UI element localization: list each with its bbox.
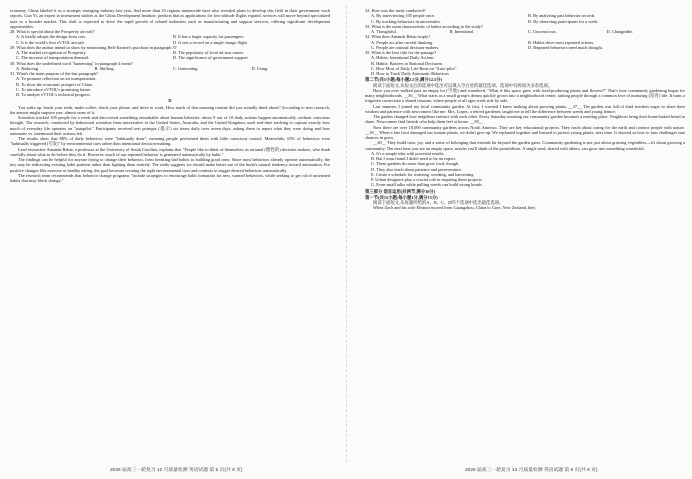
cloze-paragraph: Last summer, I joined my local community garden. At first, I worried I knew nothing about growing plants. __37__ The garden was full of kind teachers eager to share their wisdom and patience with newcomers like me. Mrs. Lopez, a retired gardener, taught me to tell the difference between weeds and young lettuce. [365,103,685,114]
option-d: D. Using. [251,65,269,71]
option-b: B. It has a larger capacity for passengers. [173,34,245,40]
question-33 [365,24,685,35]
option-a: A. Habits: Intentional Daily Actions [371,55,434,61]
question-stem: 34. What does Amanda Rebar imply? [365,34,431,40]
option-d: D. Repeated behaviors need much thought. [528,44,603,50]
option-b: B. Shifting. [94,65,115,71]
passage-start-line: When Zach and his wife Eleanor moved from Guangzhou, China to Gore, New Zealand, they [373,205,536,211]
question-28 [10,29,330,45]
page-footer-right: 2026 届高三一轮复习 12 月质量检测 英语试题 第 6 页(共 8 页) [465,468,598,473]
cloze-paragraph: Now there are over 18,000 community gardens across North America. They are key educational projects. They teach about caring for the earth and connect people with nature. __39__ When a late frost damaged our tomato plants, we didn't give up. We replanted together and learned to protect young plants, next time. It showed us how to turn challenges into chances to grow. [365,124,685,140]
option-c: C. To introduce eVTOL's promising future. [16,86,92,92]
question-34 [365,34,685,50]
passage-paragraph: The results show that 88% of daily behaviors were "habitually done", meaning people performed them with little conscious control. Meanwhile, 65% of behaviors were "habitually triggered (引发)" by environmental cues rather than intentional decision-making. [10,136,330,147]
option-a: A. Reducing. [16,65,40,71]
option-b: B. Habits: Barriers to Rational Decisions [371,60,443,66]
option-a: A. Thoughtful. [371,29,397,34]
section-heading: 第二节(共5小题;每小题2.5分,满分12.5分) [365,77,443,83]
passage-paragraph: The findings can be helpful for anyone trying to change their behavior, from breaking bad habits to building good ones. Since most behaviors already operate automatically, the key may be redirecting existing habit patterns rather than fighting them entirely. The study suggests we should make better use of the brain's natural tendency toward automation. For positive changes like exercise or healthy eating, the goal becomes creating the right environmental cues and contexts to trigger desired behaviors automatically. [10,157,330,173]
question-stem: 30. What does the underlined word "harnessing" in paragraph 4 mean? [10,60,133,66]
option-c: C. Generating. [173,65,199,71]
cloze-option: F. Urban designers play a crucial role in inspiring these projects. [371,177,483,182]
question-29 [10,45,330,61]
part-subheading: 第一节(共15小题;每小题1分,满分15分) [365,194,438,200]
cloze-paragraph: Have you ever walked past an empty lot (空地) and wondered, "What if this space grew with food-producing plants and flowers?" That's how community gardening began for many neighborhoods. __36__ What starts as a small group's dream quickly grows into a neighborhood center, uniting people through a common love of nurturing (培育) life. It turns a forgotten corner into a shared treasure, where people of all ages work side by side. [365,87,685,104]
intro-paragraph: economy. China labeled it as a strategic emerging industry last year. And more than 10 regions nationwide have also revealed plans to develop this field in their government work reports. Guo Yi, an expert in investment studies at the China Development Institute, predicts that as applications for low-altitude flights expand, services will move beyond specialized uses to a broader market. This shift is expected to drive the rapid growth of related industries such as manufacturing and support services, offering significant development opportunities. [10,8,330,29]
question-30 [10,61,330,72]
option-c: C. It is the world's first eVTOL aircraft. [16,39,85,45]
passage-label: D [168,98,172,104]
option-c: C. How Most of Daily Life Runs on "Auto-pilot" [371,65,457,71]
left-column [10,8,330,460]
option-c: C. People are rational decision-makers. [371,44,440,50]
option-b: B. Intentional. [449,29,475,34]
page-footer-left: 2026 届高三一轮复习 12 月质量检测 英语试题 第 5 页(共 8 页) [110,468,243,473]
cloze-option: C. These gardens do more than grow food, though. [371,161,460,167]
option-d: D. The significance of government support. [173,55,249,61]
question-stem: 29. What does the author intend to show by mentioning Heli-Eastern's purchase in paragraph 3? [10,44,177,50]
passage-paragraph: Scientists tracked 105 people for a week and discovered something remarkable about human behavior: about 9 out of 10 daily actions happen automatically, without conscious thought. The research, conducted by behavioral scientists from universities in the United States, Australia, and the United Kingdom, used real-time tracking to capture exactly how much of everyday life operates on "autopilot." Participants received text prompts (提示) six times daily over seven days, asking them to report what they were doing and how automatic vs. intentional their actions felt. [10,115,330,136]
page-divider [346,6,347,462]
option-a: A. The market recognition of Prosperity. [16,50,87,55]
cloze-option: E. Create a schedule for watering, weeding, and harvesting. [371,171,475,177]
option-a: A. By interviewing 105 people once. [371,13,436,19]
option-b: B. The popularity of local air-taxi routes. [173,50,245,55]
option-d: D. How to Track Daily Automatic Behaviors [371,71,449,76]
cloze-option: A. It's a simple idea with powerful results. [371,150,445,156]
passage-paragraph: The research team recommends that behavior change programs "include strategies to encourage habit formation for new, wanted behaviors, while seeking to get rid of unwanted habits that may block change." [10,172,330,183]
question-35 [365,50,685,76]
cloze-option: B. But I soon found I didn't need to be an expert. [371,156,456,161]
option-a: A. People act after careful thinking. [371,39,434,45]
passage-paragraph: You wake up, brush your teeth, make coffee, check your phone, and drive to work. How much of that morning routine did you actually think about? According to new research, the answer might surprise you: almost none of it. [10,104,330,115]
option-a: A. It totally adopts the design from cars. [16,34,87,40]
section-instructions: 阅读下面短文,从短文后的选项中选出可以填入空白处的最佳选项。选项中有两项为多余选项。 [373,82,553,88]
option-d: D. Changeable. [606,29,634,34]
part-instructions: 阅读下面短文,从每题所给的A、B、C、D四个选项中选出最佳选项。 [373,200,504,205]
cloze-paragraph: The garden changed how neighbors interact with each other. Every Saturday morning our community garden becomes a meeting place. Neighbors bring their home-baked bread to share. Newcomers find friends who help them feel at home. __38__ [365,114,685,125]
passage-paragraph: Lead researcher Amanda Rebar, a professor at the University of South Carolina, explains that "People like to think of themselves as rational (理性的) decision makers, who think carefully about what to do before they do it. However, much of our repeated behavior is generated automatically by habit." [10,146,330,157]
option-c: C. Unconscious. [528,29,557,34]
option-b: B. Habits drive most repeated actions. [528,39,595,45]
option-c: C. The increase of transportation demand. [16,55,89,61]
cloze-option: D. They also teach about patience and perseverance. [371,166,462,172]
right-column [365,8,685,460]
option-b: B. By analyzing past behavior records. [528,13,596,19]
cloze-option: G. Even small talks while pulling weeds can build strong bonds. [371,182,483,188]
option-b: B. To show the economic prospect of China. [16,81,94,87]
question-32 [365,8,685,24]
question-stem: 33. What is the main characteristic of habits according to the study? [365,23,483,29]
option-d: D. To analyze eVTOL's technical progress. [16,92,91,97]
question-stem: 35. What is the best title for the passage? [365,50,437,55]
cloze-paragraph: __40__ They build trust, joy, and a sense of belonging that extends far beyond the garden gates. Community gardening is not just about growing vegetables—it's about growing a community. The next time you see an empty space, maybe you'll think of the possibilities. A single seed, shared with others, can grow into something wonderful. [365,140,685,151]
option-d: D. By observing participants for a week. [528,18,599,24]
option-a: A. To promote reflection on air transportation. [16,76,97,82]
question-stem: 28. What is special about the Prosperity aircraft? [10,29,95,34]
option-d: D. It sets a record on a single charge flight. [173,39,248,45]
question-stem: 31. What's the main purpose of the last paragraph? [10,71,98,76]
part-heading: 第三部分 语言运用(共两节,满分30分) [365,188,436,194]
option-c: C. By tracking behaviors in universities. [371,18,442,24]
question-stem: 32. How was the study conducted? [365,8,426,13]
question-31 [10,71,330,97]
